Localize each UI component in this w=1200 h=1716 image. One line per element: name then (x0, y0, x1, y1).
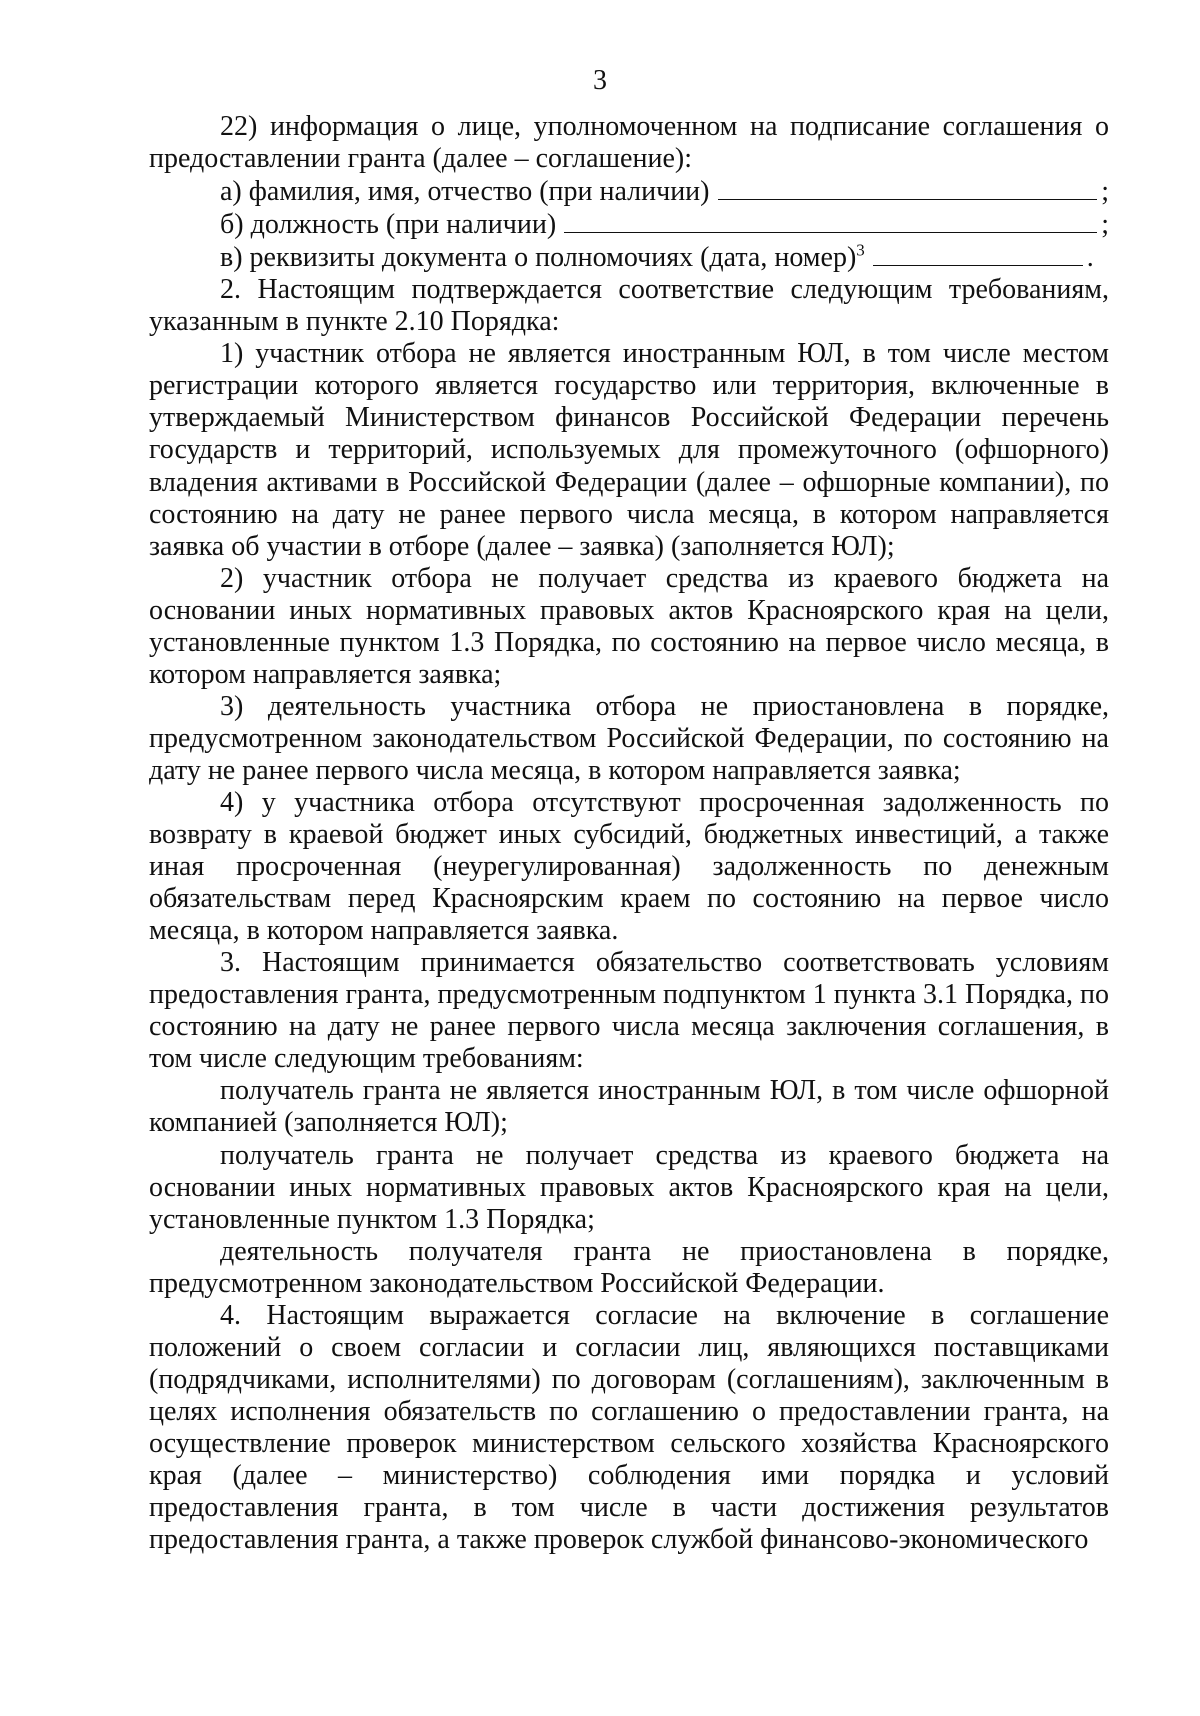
requirement-4: 4) у участника отбора отсутствуют просроченная задолженность по возврату в краевой бюджет иных субсидий, бюджетных инвестиций, а также иная просроченная (неурегулированная) задолженность по денежным обязательствам перед Красноярским краем по состоянию на первое число месяца, в котором направляется заявка. (149, 786, 1109, 947)
requirement-1: 1) участник отбора не является иностранным ЮЛ, в том числе местом регистрации которого является государство или территория, включенные в утверждаемый Министерством финансов Российской Федерации перечень государств и территорий, используемых для промежуточного (офшорного) владения активами в Российской Федерации (далее – офшорные компании), по состоянию на дату не ранее первого числа месяца, в котором направляется заявка об участии в отборе (далее – заявка) (заполняется ЮЛ); (149, 338, 1109, 562)
document-body (149, 111, 1109, 1556)
condition-2: получатель гранта не получает средства из краевого бюджета на основании иных нормативных правовых актов Красноярского края на цели, установленные пунктом 1.3 Порядка; (149, 1139, 1109, 1235)
condition-3: деятельность получателя гранта не приостановлена в порядке, предусмотренном законодательством Российской Федерации. (149, 1235, 1109, 1299)
item-22-heading: 22) информация о лице, уполномоченном на подписание соглашения о предоставлении гранта (далее – соглашение): (149, 111, 1109, 175)
section-3-intro: 3. Настоящим принимается обязательство соответствовать условиям предоставления гранта, предусмотренным подпунктом 1 пункта 3.1 Порядка, по состоянию на дату не ранее первого числа месяца заключения соглашения, в том числе следующим требованиям: (149, 947, 1109, 1075)
requirement-3: 3) деятельность участника отбора не приостановлена в порядке, предусмотренном законодательством Российской Федерации, по состоянию на дату не ранее первого числа месяца, в котором направляется заявка; (149, 690, 1109, 786)
section-4-text: 4. Настоящим выражается согласие на включение в соглашение положений о своем согласии и согласии лиц, являющихся поставщиками (подрядчиками, исполнителями) по договорам (соглашениям), заключенным в целях исполнения обязательств по соглашению о предоставлении гранта, на осуществление проверок министерством сельского хозяйства Красноярского края (далее – министерство) соблюдения ими порядка и условий предоставления гранта, в том числе в части достижения результатов предоставления гранта, а также проверок службой финансово-экономического (149, 1299, 1109, 1556)
field-full-name-label: а) фамилия, имя, отчество (при наличии) (220, 176, 710, 208)
field-authority-document-end: . (1086, 242, 1094, 274)
field-position-label: б) должность (при наличии) (220, 209, 557, 241)
footnote-ref: 3 (856, 240, 865, 260)
section-2-intro: 2. Настоящим подтверждается соответствие следующим требованиям, указанным в пункте 2.10 Порядка: (149, 274, 1109, 338)
field-full-name (220, 175, 1109, 208)
field-authority-document-blank (873, 241, 1083, 266)
field-authority-document-text: в) реквизиты документа о полномочиях (дата, номер) (220, 242, 857, 274)
requirement-2: 2) участник отбора не получает средства из краевого бюджета на основании иных нормативных правовых актов Красноярского края на цели, установленные пунктом 1.3 Порядка, по состоянию на первое число месяца, в котором направляется заявка; (149, 562, 1109, 690)
field-position-end: ; (1101, 209, 1109, 241)
field-position (220, 208, 1109, 241)
condition-1: получатель гранта не является иностранным ЮЛ, в том числе офшорной компанией (заполняется ЮЛ); (149, 1075, 1109, 1139)
field-full-name-blank (718, 175, 1098, 200)
field-authority-document (220, 241, 1109, 274)
field-full-name-end: ; (1101, 176, 1109, 208)
field-authority-document-label (220, 242, 865, 274)
field-position-blank (564, 208, 1097, 233)
page-number: 3 (593, 65, 607, 96)
